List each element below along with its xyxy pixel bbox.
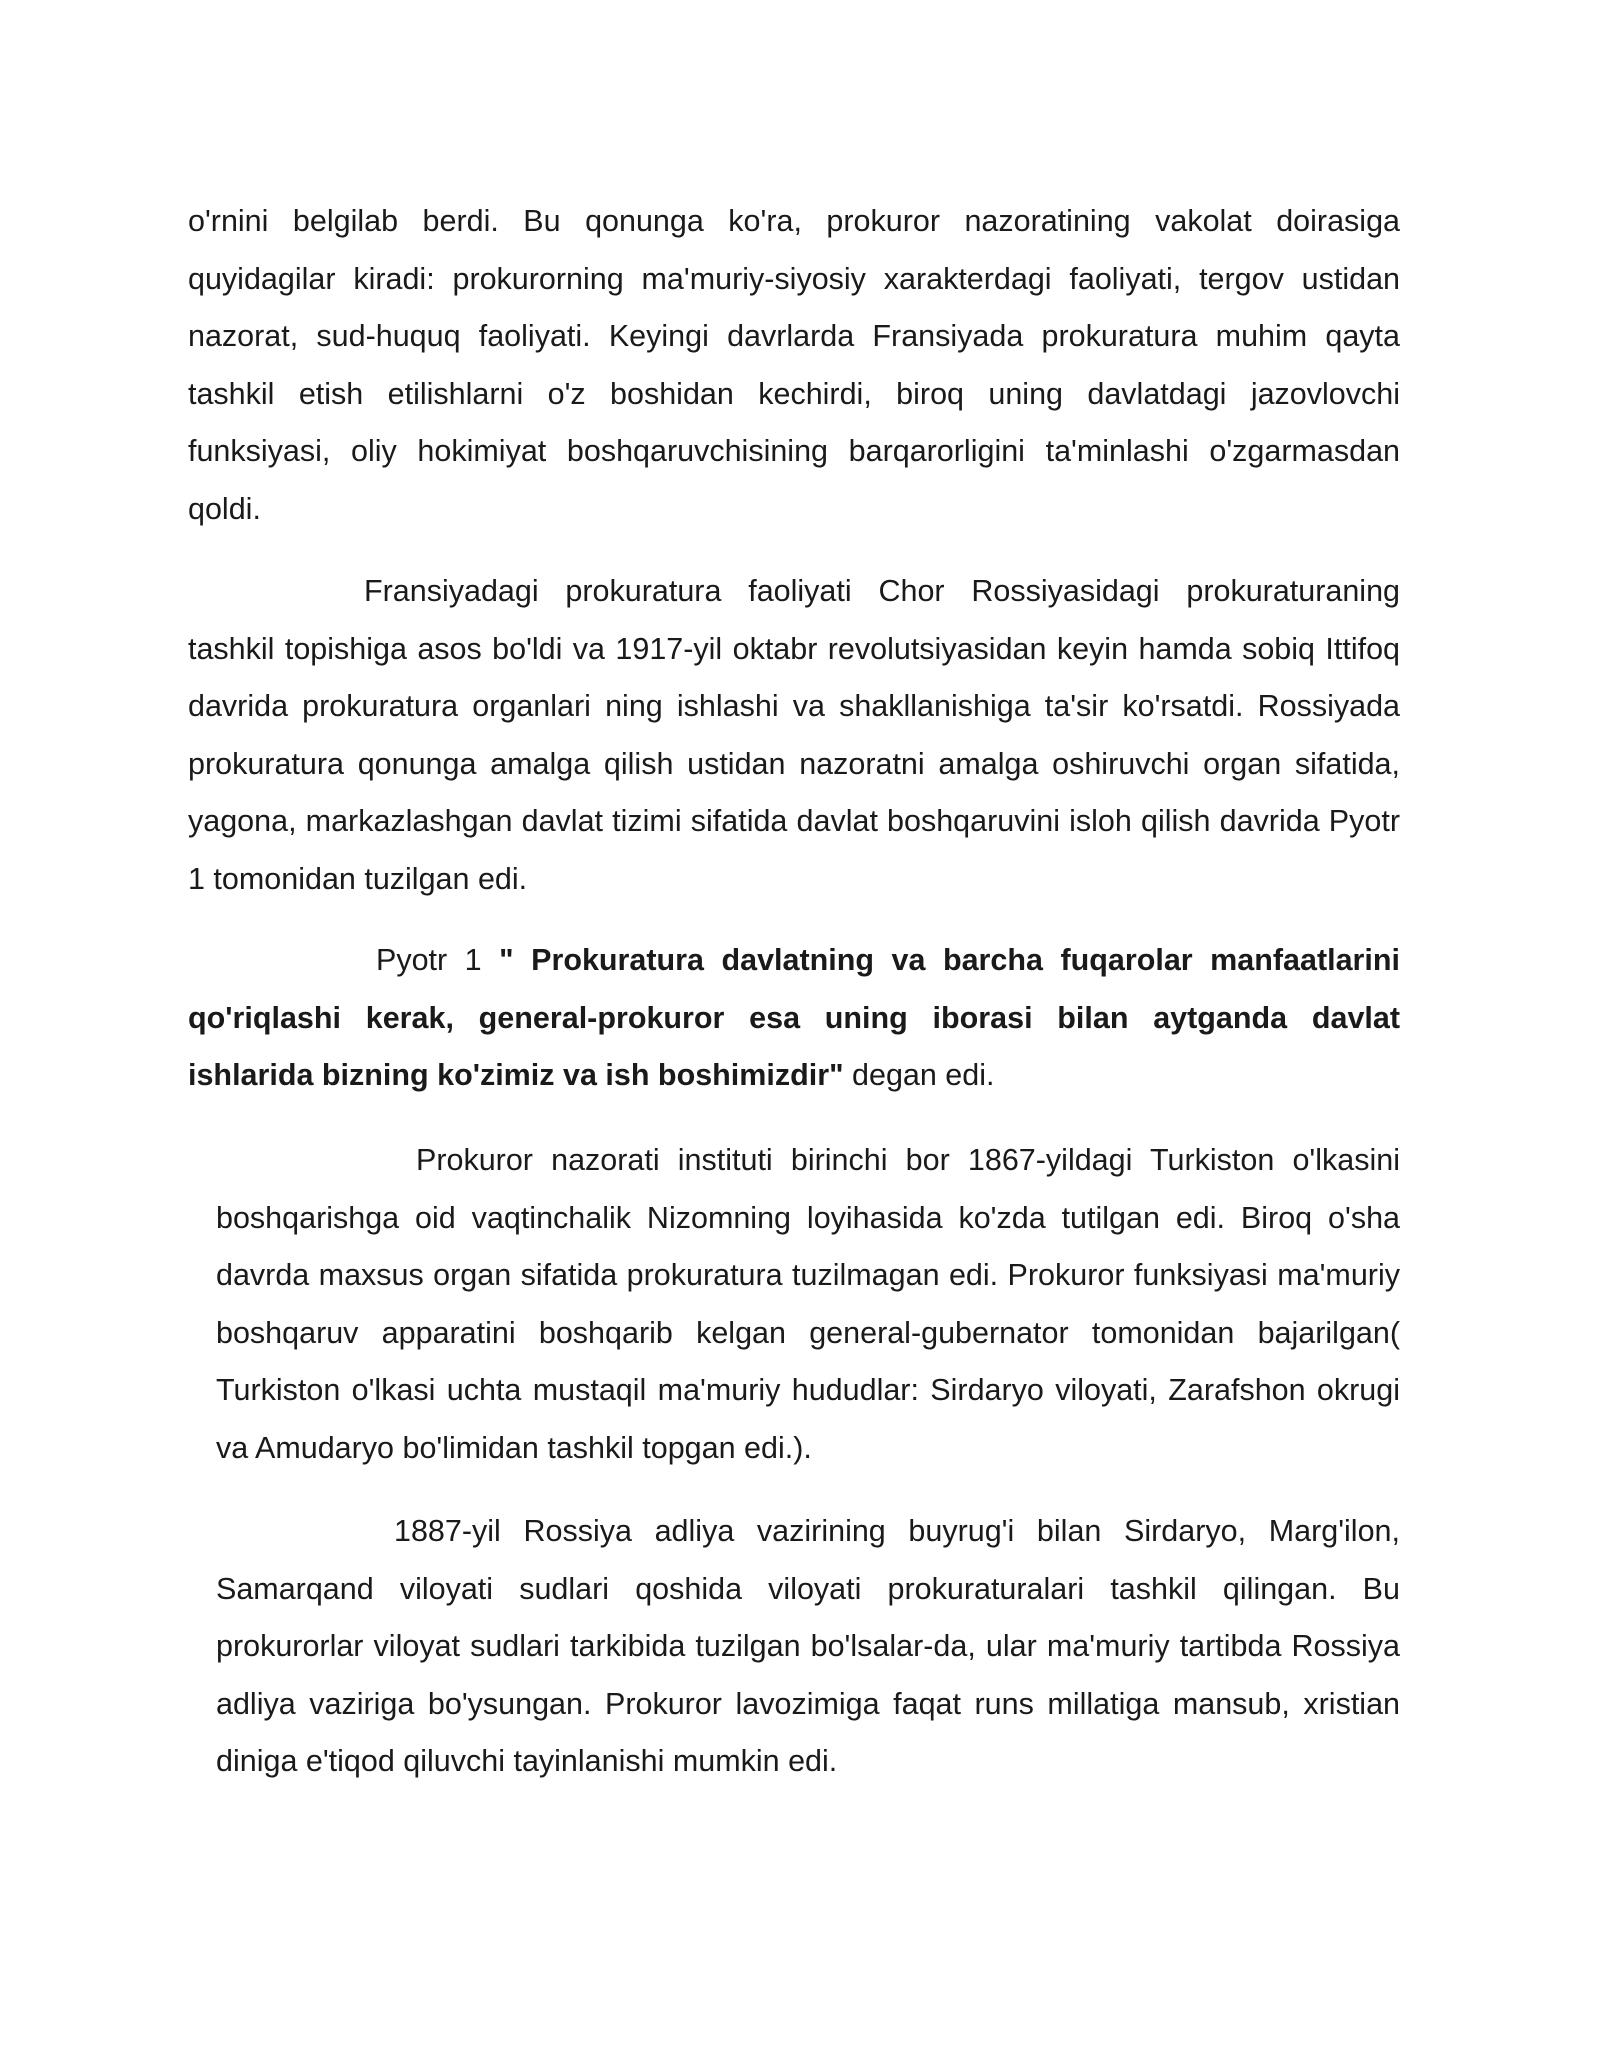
peter-quote-bold: " Prokuratura davlatning va barcha fuqarolar manfaatlarini qo'riqlashi kerak, general-prokuror esa uning iborasi bilan aytganda davlat ishlarida bizning ko'zimiz va ish boshimizdir" <box>188 943 1400 1092</box>
paragraph-russian-prosecution-origin: Fransiyadagi prokuratura faoliyati Chor Rossiyasidagi prokuraturaning tashkil topishiga asos bo'ldi va 1917-yil oktabr revolutsiyasidan keyin hamda sobiq Ittifoq davrida prokuratura organlari ning ishlashi va shakllanishiga ta'sir ko'rsatdi. Rossiyada prokuratura qonunga amalga qilish ustidan nazoratni amalga oshiruvchi organ sifatida, yagona, markazlashgan davlat tizimi sifatida davlat boshqaruvini isloh qilish davrida Pyotr 1 tomonidan tuzilgan edi. <box>188 574 1400 896</box>
paragraph-peter-quote <box>188 932 1400 1105</box>
quote-tail: degan edi. <box>843 1058 995 1092</box>
paragraph-french-prosecution-reform: o'rnini belgilab berdi. Bu qonunga ko'ra, prokuror nazoratining vakolat doirasiga quyidagilar kiradi: prokurorning ma'muriy-siyosiy xarakterdagi faoliyati, tergov ustidan nazorat, sud-huquq faoliyati. Keyingi davrlarda Fransiyada prokuratura muhim qayta tashkil etish etilishlarni o'z boshidan kechirdi, biroq uning davlatdagi jazovlovchi funksiyasi, oliy hokimiyat boshqaruvchisining barqarorligini ta'minlashi o'zgarmasdan qoldi. <box>188 204 1400 526</box>
quote-lead: Pyotr 1 <box>376 943 500 977</box>
paragraph-turkestan-1867: Prokuror nazorati instituti birinchi bor 1867-yildagi Turkiston o'lkasini boshqarishga oid vaqtinchalik Nizomning loyihasida ko'zda tutilgan edi. Biroq o'sha davrda maxsus organ sifatida prokuratura tuzilmagan edi. Prokuror funksiyasi ma'muriy boshqaruv apparatini boshqarib kelgan general-gubernator tomonidan bajarilgan( Turkiston o'lkasi uchta mustaqil ma'muriy hududlar: Sirdaryo viloyati, Zarafshon okrugi va Amudaryo bo'limidan tashkil topgan edi.). <box>216 1143 1400 1465</box>
paragraph-prosecutors-1887: 1887-yil Rossiya adliya vazirining buyrug'i bilan Sirdaryo, Marg'ilon, Samarqand viloyati sudlari qoshida viloyati prokuraturalari tashkil qilingan. Bu prokurorlar viloyat sudlari tarkibida tuzilgan bo'lsalar-da, ular ma'muriy tartibda Rossiya adliya vaziriga bo'ysungan. Prokuror lavozimiga faqat runs millatiga mansub, xristian diniga e'tiqod qiluvchi tayinlanishi mumkin edi. <box>216 1514 1400 1778</box>
